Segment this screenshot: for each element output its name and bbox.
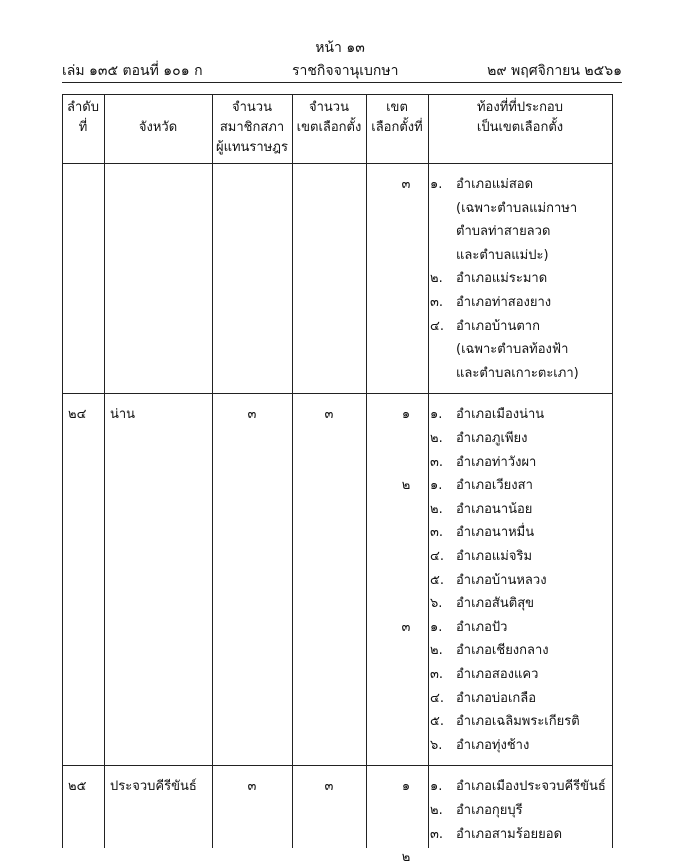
area-item-text: อำเภอเฉลิมพระเกียรติ	[456, 714, 580, 730]
header-province-line: จังหวัด	[138, 120, 178, 135]
area-item-text: อำเภอเมืองประจวบคีรีขันธ์	[456, 779, 606, 795]
area-item-text: ตำบลท่าสายลวด	[456, 224, 551, 240]
area-item-text: อำเภอสันติสุข	[456, 596, 535, 612]
column-border	[62, 94, 63, 848]
area-item-number: ๔.	[430, 549, 444, 564]
row-order: ๒๔	[68, 407, 87, 423]
area-item-number: ๑.	[430, 619, 443, 635]
area-item-text: อำเภอบ่อเกลือ	[456, 690, 537, 706]
row-districts: ๓	[324, 407, 334, 423]
header-areas	[428, 98, 612, 138]
area-list-item	[430, 403, 544, 424]
area-item-number: ๒.	[430, 803, 443, 818]
area-item-text: อำเภอนาหมื่น	[456, 525, 535, 541]
area-list-item	[430, 799, 523, 820]
publication-date: ๒๙ พฤศจิกายน ๒๕๖๑	[487, 63, 622, 79]
area-item-number: ๕.	[430, 572, 444, 588]
volume-info: เล่ม ๑๓๕ ตอนที่ ๑๐๑ ก	[62, 63, 203, 79]
area-item-number: ๓.	[430, 295, 444, 310]
area-item-number: ๓.	[430, 826, 444, 842]
area-list-item	[430, 291, 551, 312]
zone-number: ๒	[401, 478, 411, 494]
column-border	[212, 94, 213, 848]
area-list-item	[430, 639, 549, 660]
area-item-number: ๒.	[430, 643, 443, 659]
area-list-item	[456, 338, 568, 359]
area-item-text: อำเภอภูเพียง	[456, 431, 528, 446]
area-list-item	[430, 823, 562, 844]
area-item-number: ๒.	[430, 431, 443, 446]
header-members-line: สมาชิกสภา	[219, 120, 285, 135]
row-order: ๒๕	[68, 779, 87, 795]
header-members-line: จำนวน	[232, 100, 272, 115]
area-item-number: ๔.	[430, 318, 444, 334]
header-districts	[292, 98, 366, 138]
area-list-item	[430, 569, 547, 590]
header-districts-line: เขตเลือกตั้ง	[296, 120, 362, 135]
column-border	[366, 94, 367, 848]
column-border	[612, 94, 613, 848]
column-border	[292, 94, 293, 848]
area-item-text: (เฉพาะตำบลแม่กาษา	[456, 200, 578, 216]
area-list-item	[430, 521, 534, 542]
row-province: น่าน	[110, 407, 136, 423]
area-list-item	[430, 734, 529, 755]
row-districts: ๓	[324, 779, 334, 795]
area-list-item	[430, 663, 538, 684]
header-province	[104, 118, 212, 138]
area-item-text: อำเภอแม่ระมาด	[456, 271, 548, 287]
area-list-item	[456, 244, 549, 265]
area-item-text: อำเภอสองแคว	[456, 667, 539, 682]
header-districts-line: จำนวน	[309, 100, 349, 115]
area-item-number: ๓.	[430, 667, 444, 682]
row-separator	[62, 765, 612, 766]
header-order-line: ลำดับ	[67, 100, 99, 115]
area-item-text: อำเภอท่าวังผา	[456, 454, 537, 470]
area-list-item	[430, 451, 536, 472]
zone-number: ๓	[401, 177, 411, 192]
area-list-item	[430, 616, 507, 637]
area-list-item	[430, 315, 540, 336]
area-list-item	[430, 427, 527, 448]
header-bottom-border	[62, 163, 612, 164]
page-number: หน้า ๑๓	[315, 40, 365, 56]
area-item-number: ๑.	[430, 779, 443, 795]
area-list-item	[430, 498, 532, 519]
area-item-text: อำเภอทุ่งช้าง	[456, 737, 530, 753]
area-item-number: ๖.	[430, 596, 443, 612]
row-separator	[62, 393, 612, 394]
header-members	[212, 98, 292, 158]
gazette-header	[62, 60, 622, 80]
column-border	[104, 94, 105, 848]
area-list-item	[430, 775, 606, 796]
header-district-no	[366, 98, 428, 138]
header-areas-line: เป็นเขตเลือกตั้ง	[476, 120, 564, 135]
area-list-item	[430, 592, 534, 613]
area-list-item	[456, 220, 550, 241]
header-district-no-line: เขต	[386, 100, 408, 115]
publication-name: ราชกิจจานุเบกษา	[292, 63, 399, 79]
area-item-text: อำเภอนาน้อย	[456, 501, 533, 517]
area-list-item	[456, 197, 577, 218]
area-item-number: ๖.	[430, 737, 443, 753]
area-item-number: ๑.	[430, 407, 443, 423]
area-item-number: ๒.	[430, 271, 443, 287]
row-members: ๓	[247, 779, 257, 795]
area-item-text: อำเภอแม่จริม	[456, 549, 533, 564]
area-list-item	[430, 710, 580, 731]
zone-number: ๑	[401, 407, 411, 423]
area-item-text: และตำบลแม่ปะ)	[456, 247, 549, 263]
header-district-no-line: เลือกตั้งที่	[371, 120, 423, 135]
area-item-text: และตำบลเกาะตะเภา)	[456, 365, 579, 381]
header-areas-line: ท้องที่ที่ประกอบ	[476, 100, 563, 115]
area-item-text: อำเภอสามร้อยยอด	[456, 826, 563, 842]
zone-number: ๒	[401, 850, 411, 866]
area-item-number: ๑.	[430, 177, 443, 192]
zone-number: ๓	[401, 619, 411, 635]
row-members: ๓	[247, 407, 257, 423]
area-item-text: อำเภอท่าสองยาง	[456, 295, 552, 310]
area-item-text: (เฉพาะตำบลท้องฟ้า	[456, 342, 569, 358]
table-top-border	[62, 94, 612, 95]
area-list-item	[430, 267, 547, 288]
area-item-text: อำเภอปัว	[456, 619, 508, 635]
area-item-number: ๓.	[430, 525, 444, 541]
area-list-item	[430, 474, 533, 495]
column-border	[428, 94, 429, 848]
area-item-text: อำเภอกุยบุรี	[456, 803, 523, 818]
header-rule	[62, 82, 622, 83]
area-item-text: อำเภอเวียงสา	[456, 478, 533, 494]
area-item-number: ๓.	[430, 454, 444, 470]
row-province: ประจวบคีรีขันธ์	[110, 779, 197, 795]
header-order	[62, 98, 104, 138]
area-list-item	[430, 173, 533, 194]
header-members-line: ผู้แทนราษฎร	[215, 140, 288, 155]
area-item-number: ๕.	[430, 714, 444, 730]
area-item-text: อำเภอบ้านตาก	[456, 318, 540, 334]
header-order-line: ที่	[78, 120, 88, 135]
area-list-item	[430, 687, 536, 708]
area-item-text: อำเภอเชียงกลาง	[456, 643, 549, 659]
area-item-text: อำเภอเมืองน่าน	[456, 407, 545, 423]
area-item-text: อำเภอบ้านหลวง	[456, 572, 547, 588]
zone-number: ๑	[401, 779, 411, 795]
area-list-item	[430, 545, 532, 566]
area-item-text: อำเภอแม่สอด	[456, 177, 534, 192]
area-list-item	[456, 362, 579, 383]
area-item-number: ๔.	[430, 690, 444, 706]
area-item-number: ๒.	[430, 501, 443, 517]
area-item-number: ๑.	[430, 478, 443, 494]
